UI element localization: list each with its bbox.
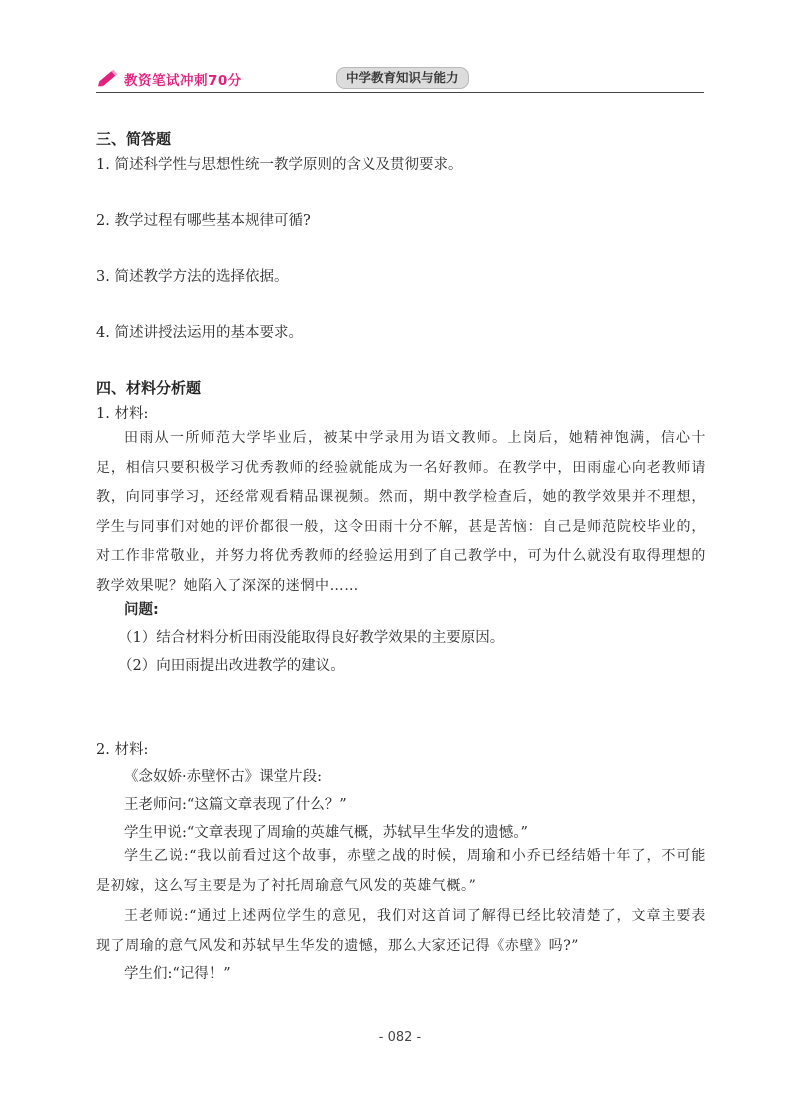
question-3: 3. 简述教学方法的选择依据。 [96,269,289,285]
question-1: 1. 简述科学性与思想性统一教学原则的含义及贯彻要求。 [96,157,463,173]
page-header [96,66,704,92]
page-number: - 082 - [378,1030,422,1045]
question-4: 4. 简述讲授法运用的基本要求。 [96,325,303,341]
header-rule [96,92,704,93]
material-1-label: 1. 材料: [96,406,149,422]
subject-badge: 中学教育知识与能力 [336,67,469,89]
material-2-paragraph-2: 王老师说:“通过上述两位学生的意见，我们对这首词了解得已经比较清楚了，文章主要表现了周瑜的意气风发和苏轼早生华发的遗憾，那么大家还记得《赤壁》吗?” [96,908,706,954]
material-2-label: 2. 材料: [96,742,149,758]
brand-title: 教资笔试冲刺70分 [124,73,242,89]
question-label: 问题: [124,602,159,618]
material-1-question-2: （2）向田雨提出改进教学的建议。 [118,658,345,674]
material-2-line-1: 《念奴娇·赤壁怀古》课堂片段: [124,769,322,785]
material-2-paragraph-1: 学生乙说:“我以前看过这个故事，赤壁之战的时候，周瑜和小乔已经结婚十年了，不可能是初嫁，这么写主要是为了衬托周瑜意气风发的英雄气概。” [96,848,706,894]
material-2-last-line: 学生们:“记得！” [124,966,231,982]
material-1-text: 田雨从一所师范大学毕业后，被某中学录用为语文教师。上岗后，她精神饱满，信心十足，相信只要积极学习优秀教师的经验就能成为一名好教师。在教学中，田雨虚心向老教师请教，向同事学习，还经常观看精品课视频。然而，期中教学检查后，她的教学效果并不理想，学生与同事们对她的评价都很一般，这令田雨十分不解，甚是苦恼：自己是师范院校毕业的，对工作非常敬业，并努力将优秀教师的经验运用到了自己教学中，可为什么就没有取得理想的教学效果呢？她陷入了深深的迷惘中…… [96,430,706,594]
question-2: 2. 教学过程有哪些基本规律可循? [96,213,311,229]
section-title-short-answer: 三、简答题 [96,130,172,148]
material-1-question-1: （1）结合材料分析田雨没能取得良好教学效果的主要原因。 [118,630,505,646]
pencil-icon [96,66,120,90]
section-title-material-analysis: 四、材料分析题 [96,379,202,397]
material-2-line-2: 王老师问:“这篇文章表现了什么？” [124,797,347,813]
material-2-line-3: 学生甲说:“文章表现了周瑜的英雄气概，苏轼早生华发的遗憾。” [124,825,528,841]
